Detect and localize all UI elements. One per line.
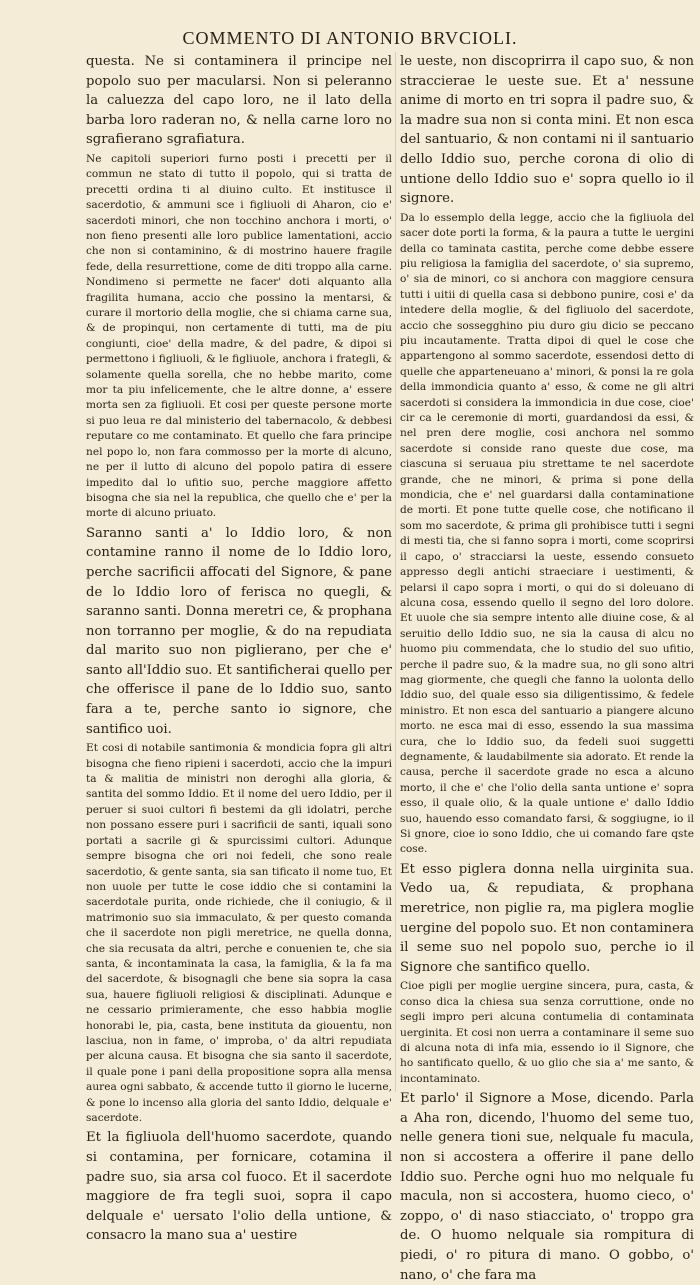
left-paragraph-2: Ne capitoli superiori furno posti i precetti per il commun ne stato di tutto il popolo, qui si tratta de precetti ordina ti al diuino culto. Et institusce il sacerdotio, & ammuni sce i figliuoli di Aharon, cio e' sacerdoti minori, che non tocchino anchora i morti, o' non fieno presenti alle loro publice lamentationi, accio che non si contaminino, & di mostrino hauere fragile fede, della resurrettione, come de diti troppo alla carne. Nondimeno si permette ne facer' doti alquanto alla fragilita humana, accio che possino la mentarsi, & curare il mortorio della moglie, che si chiama carne sua, & de propinqui, non certamente di tutti, ma de piu congiunti, cioe' della madre, & del padre, & dipoi si permettono i figliuoli, & le figliuole, anchora i frategli, & solamente quella sorella, che no hebbe marito, come mor ta piu infelicemente, che le altre donne, a' essere morta sen za figliuoli. Et cosi per queste persone morte si puo leua re dal ministerio del tabernacolo, & debbesi reputare co me contaminato. Et quello che fara principe nel popo lo, non fara commosso per la morte di alcuno, ne per il lutto di alcuno del popolo patira di essere impedito dal lo ufitio suo, perche maggiore affetto bisogna che sia nel la republica, che quello che e' per la morte di alcuno priuato. (86, 152, 392, 520)
running-header: COMMENTO DI ANTONIO BRVCIOLI. (182, 28, 518, 48)
right-paragraph-1: le ueste, non discoprirra il capo suo, & non straccierae le ueste sue. Et a' nessune anime di morto en tri sopra il padre suo, & la madre sua non si conta mini. Et non esca del santuario, & non contami ni il santuario dello Iddio suo, perche corona di olio di untione dello Iddio suo e' sopra quello io il signore. (400, 54, 694, 207)
left-paragraph-5: Et la figliuola dell'huomo sacerdote, quando si contamina, per fornicare, cotamina il padre suo, sia arsa col fuoco. Et il sacerdote maggiore de fra tegli suoi, sopra il capo delquale e' uersato l'olio della untione, & consacro la mano sua a' uestire (86, 1130, 392, 1244)
left-paragraph-1: questa. Ne si contaminera il principe nel popolo suo per macularsi. Non si peleranno la caluezza del capo loro, ne il lato della barba loro raderan no, & nella carne loro no sgrafierano sgrafiatura. (86, 54, 392, 148)
column-gutter (395, 52, 396, 1092)
left-column (86, 52, 393, 1244)
left-paragraph-4: Et cosi di notabile santimonia & mondicia fopra gli altri bisogna che fieno ripieni i sacerdoti, accio che la impuri ta & malitia de ministri non deroghi alla gloria, & santita del sommo Iddio. Et il nome del uero Iddio, per il peruer si suoi cultori fi bestemi da gli idolatri, perche non possano essere puri i sacrificii de santi, iquali sono portati a sacrile gi & spurcissimi cultori. Adunque sempre bisogna che ori noi fedeli, che sono reale sacerdotio, & gente santa, sia san tificato il nome tuo, Et non uuole per tutte le cose iddio che si contamini la sacerdotale purita, onde richiede, che il coniugio, & il matrimonio suo sia immaculato, & per questo comanda che il sacerdote non pigli meretrice, ne quella donna, che sia recusata da altri, perche e conuenien te, che sia santa, & incontaminata la casa, la famiglia, & la fa ma del sacerdote, & bisognagli che bene sia sopra la casa sua, hauere figliuoli religiosi & disciplinati. Adunque e ne cessario primieramente, che esso habbia moglie honorabi le, pia, casta, bene instituta da giouentu, non lasciua, non in fame, o' improba, o' da altri repudiata per alcuna causa. Et bisogna che sia santo il sacerdote, il quale pone i pani della propositione sopra alla mensa aurea ogni sabbato, & accende tutto il giorno le lucerne, & pone lo incenso alla gloria del santo Iddio, delquale e' sacerdote. (86, 742, 393, 1124)
right-paragraph-3: Et esso piglera donna nella uirginita sua. Vedo ua, & repudiata, & prophana meretrice, non piglie ra, ma piglera moglie uergine del popolo suo. Et non contaminera il seme suo nel popolo suo, perche io il Signore che santifico quello. (400, 861, 694, 975)
left-paragraph-3: Saranno santi a' lo Iddio loro, & non contamine ranno il nome de lo Iddio loro, perche sacrificii affocati del Signore, & pane de lo Iddio loro of ferisca no quegli, & saranno santi. Donna meretri ce, & prophana non torranno per moglie, & do na repudiata dal marito suo non piglierano, per che e' santo all'Iddio suo. Et santificherai quello per che offerisce il pane de lo Iddio suo, santo fara a te, perche santo io signore, che santifico uoi. (86, 525, 392, 737)
right-paragraph-2: Da lo essemplo della legge, accio che la figliuola del sacer dote porti la forma, & la paura a tutte le uergini della co taminata castita, perche come debbe essere piu religiosa la famiglia del sacerdote, o' sia supremo, o' sia de minori, co si anchora con maggiore censura tutti i uitii di quella casa si debbono punire, cosi e' da intedere della moglie, & del figliuolo del sacerdote, accio che sossegghino piu duro giu dicio se peccano piu incautamente. Tratta dipoi di quel le cose che appartengono al sommo sacerdote, essendosi detto di quelle che apparteneuano a' minori, & ponsi la re gola della immondicia quanto a' esso, & come ne gli altri sacerdoti si considera la immondicia in due cose, cioe' cir ca le ceremonie di morti, guardandosi da essi, & nel pren dere moglie, cosi anchora nel sommo sacerdote si conside rano queste due cose, ma ciascuna si seruaua piu strettame te nel sacerdote grande, che ne minori, & prima si pone della mondicia, che e' nel guardarsi dalla contaminatione de morti. Et pone tutte quelle cose, che notificano il som mo sacerdote, & prima gli prohibisce tutti i segni di mesti tia, che si fanno sopra i morti, come scoprirsi il capo, o' stracciarsi la ueste, essendo consueto appresso degli antichi straeciare i uestimenti, & pelarsi il capo sopra i morti, o qui do si doleuano di alcuna cosa, essendo quello il segno del loro dolore. Et uuole che sia sempre intento alle diuine cose, & al seruitio dello Iddio suo, ne sia la causa di alcu no huomo piu commendata, che lo studio del suo ufitio, perche il padre suo, & la madre sua, no gli sono altri mag giormente, che quegli che fanno la uolonta dello Iddio suo, del quale esso sia diligentissimo, & fedele ministro. Et non esca del santuario a piangere alcuno morto. ne esca mai di esso, essendo la sua massima cura, che lo Iddio suo, da fedeli suoi suggetti degnamente, & laudabilmente sia adorato. Et rende la causa, perche il sacerdote grade no esca a alcuno morto, il che e' che l'olio della santa untione e' sopra esso, il quale olio, & la quale untione e' dallo Iddio suo, hauendo esso comandato farsi, & soggiugne, io il Si gnore, cioe io sono Iddio, che ui comando fare qste cose. (400, 211, 694, 856)
right-column (400, 52, 694, 1283)
right-paragraph-5: Et parlo' il Signore a Mose, dicendo. Parla a Aha ron, dicendo, l'huomo del seme tuo, nelle genera tioni sue, nelquale fu macula, non si accostera a offerire il pane dello Iddio suo. Perche ogni huo mo nelquale fu macula, non si accostera, huomo cieco, o' zoppo, o' di naso stiacciato, o' troppo gra de. O huomo nelquale sia rompitura di piedi, o' ro pitura di mano. O gobbo, o' nano, o' che fara ma (400, 1091, 694, 1283)
right-paragraph-4: Cioe pigli per moglie uergine sincera, pura, casta, & conso dica la chiesa sua senza corruttione, onde no segli impro peri alcuna contumelia di contaminata uerginita. Et cosi non uerra a contaminare il seme suo di alcuna nota di infa mia, essendo io il Signore, che ho santificato quello, & uo glio che sia a' me santo, & incontaminato. (400, 980, 694, 1085)
